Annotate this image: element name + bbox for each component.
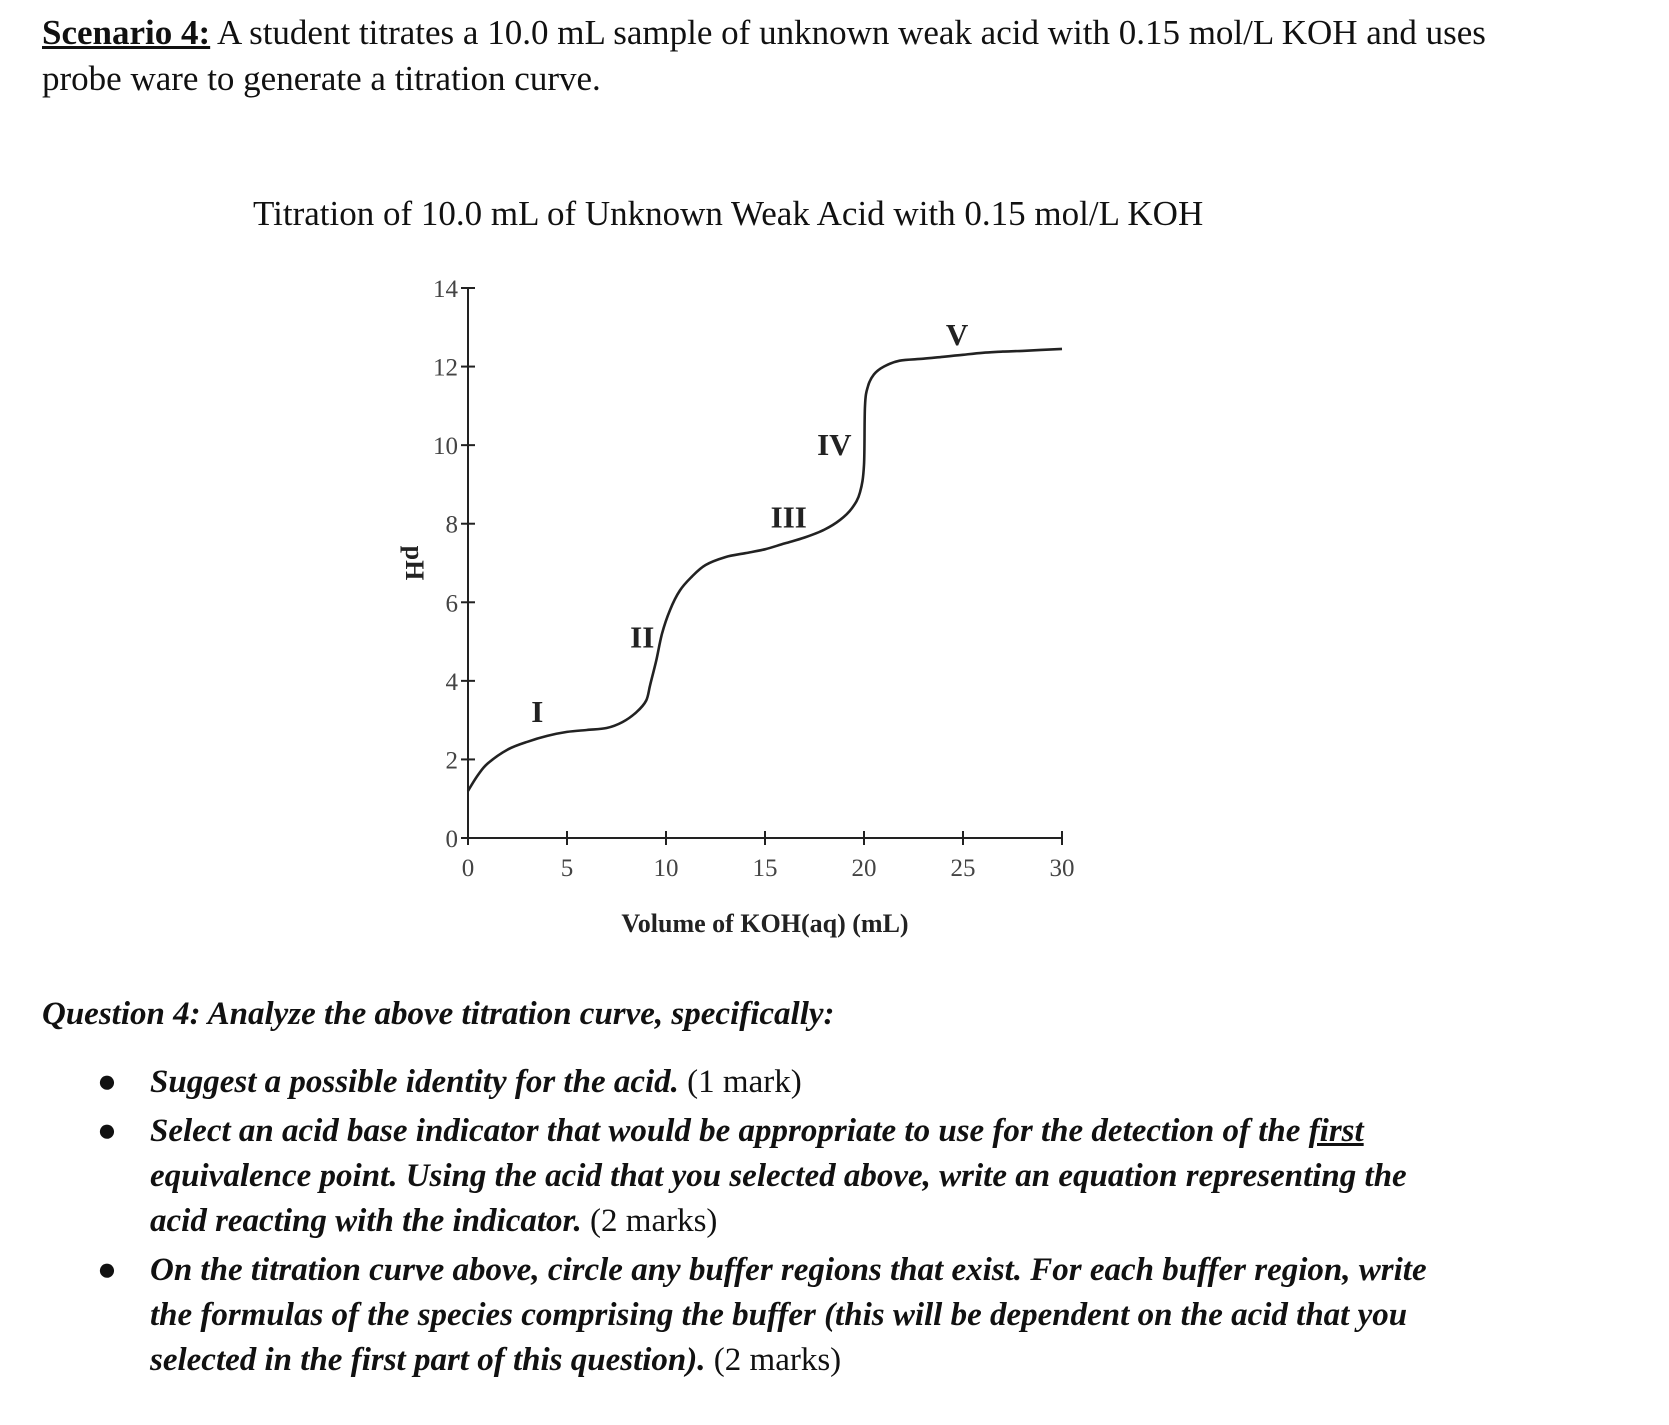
- bullet-text-continued: equivalence point. Using the acid that you selected above, write an equation representing the acid reacting with the indicator.: [150, 1158, 1407, 1239]
- y-tick-label: 0: [445, 826, 458, 853]
- y-tick-label: 12: [433, 354, 458, 382]
- y-tick-label: 10: [433, 433, 458, 461]
- y-tick-label: 2: [445, 747, 458, 775]
- bullet-text: On the titration curve above, circle any buffer regions that exist. For each buffer region, write the formulas of the species comprising the buffer (this will be dependent on the acid that you selected in the first part of this question).: [150, 1252, 1427, 1378]
- region-label: V: [945, 316, 969, 352]
- x-tick-label: 0: [461, 855, 475, 882]
- y-tick-label: 14: [433, 276, 458, 303]
- bullet-text: Suggest a possible identity for the acid.: [150, 1064, 679, 1100]
- x-tick-label: 25: [950, 855, 976, 882]
- x-tick-label: 20: [851, 855, 877, 882]
- bullet-item: [0, 1248, 1669, 1383]
- x-tick-label: 30: [1049, 855, 1075, 882]
- region-label: II: [630, 619, 655, 655]
- titration-curve-line: [468, 349, 1062, 791]
- bullet-marks: (1 mark): [678, 1064, 802, 1100]
- question-bullet-list: [0, 1060, 1669, 1387]
- bullet-dot-icon: ●: [97, 1252, 117, 1288]
- x-tick-label: 5: [560, 855, 574, 882]
- bullet-dot-icon: ●: [97, 1064, 117, 1100]
- y-tick-label: 4: [445, 668, 458, 696]
- bullet-item: [0, 1060, 1669, 1105]
- chart-title: Titration of 10.0 mL of Unknown Weak Acid with 0.15 mol/L KOH: [253, 194, 1204, 233]
- bullet-marks: (2 marks): [705, 1342, 842, 1378]
- bullet-marks: (2 marks): [581, 1203, 718, 1239]
- region-label: IV: [817, 426, 852, 462]
- x-axis-label: Volume of KOH(aq) (mL): [621, 909, 909, 938]
- scenario-label: Scenario 4:: [42, 13, 211, 52]
- y-tick-label: 6: [445, 590, 458, 618]
- bullet-dot-icon: ●: [97, 1113, 117, 1149]
- x-tick-label: 10: [653, 855, 679, 882]
- question-heading: Question 4: Analyze the above titration curve, specifically:: [42, 996, 835, 1032]
- y-tick-label: 8: [445, 511, 458, 539]
- bullet-text: Select an acid base indicator that would be appropriate to use for the detection of the: [150, 1113, 1309, 1149]
- scenario-text: A student titrates a 10.0 mL sample of unknown weak acid with 0.15 mol/L KOH and uses probe ware to generate a titration curve.: [42, 13, 1486, 98]
- region-label: III: [770, 499, 807, 535]
- bullet-item: [0, 1109, 1669, 1244]
- region-label: I: [531, 694, 544, 730]
- bullet-underlined-word: first: [1308, 1113, 1364, 1149]
- x-tick-label: 15: [752, 855, 778, 882]
- y-axis-label: pH: [400, 545, 429, 581]
